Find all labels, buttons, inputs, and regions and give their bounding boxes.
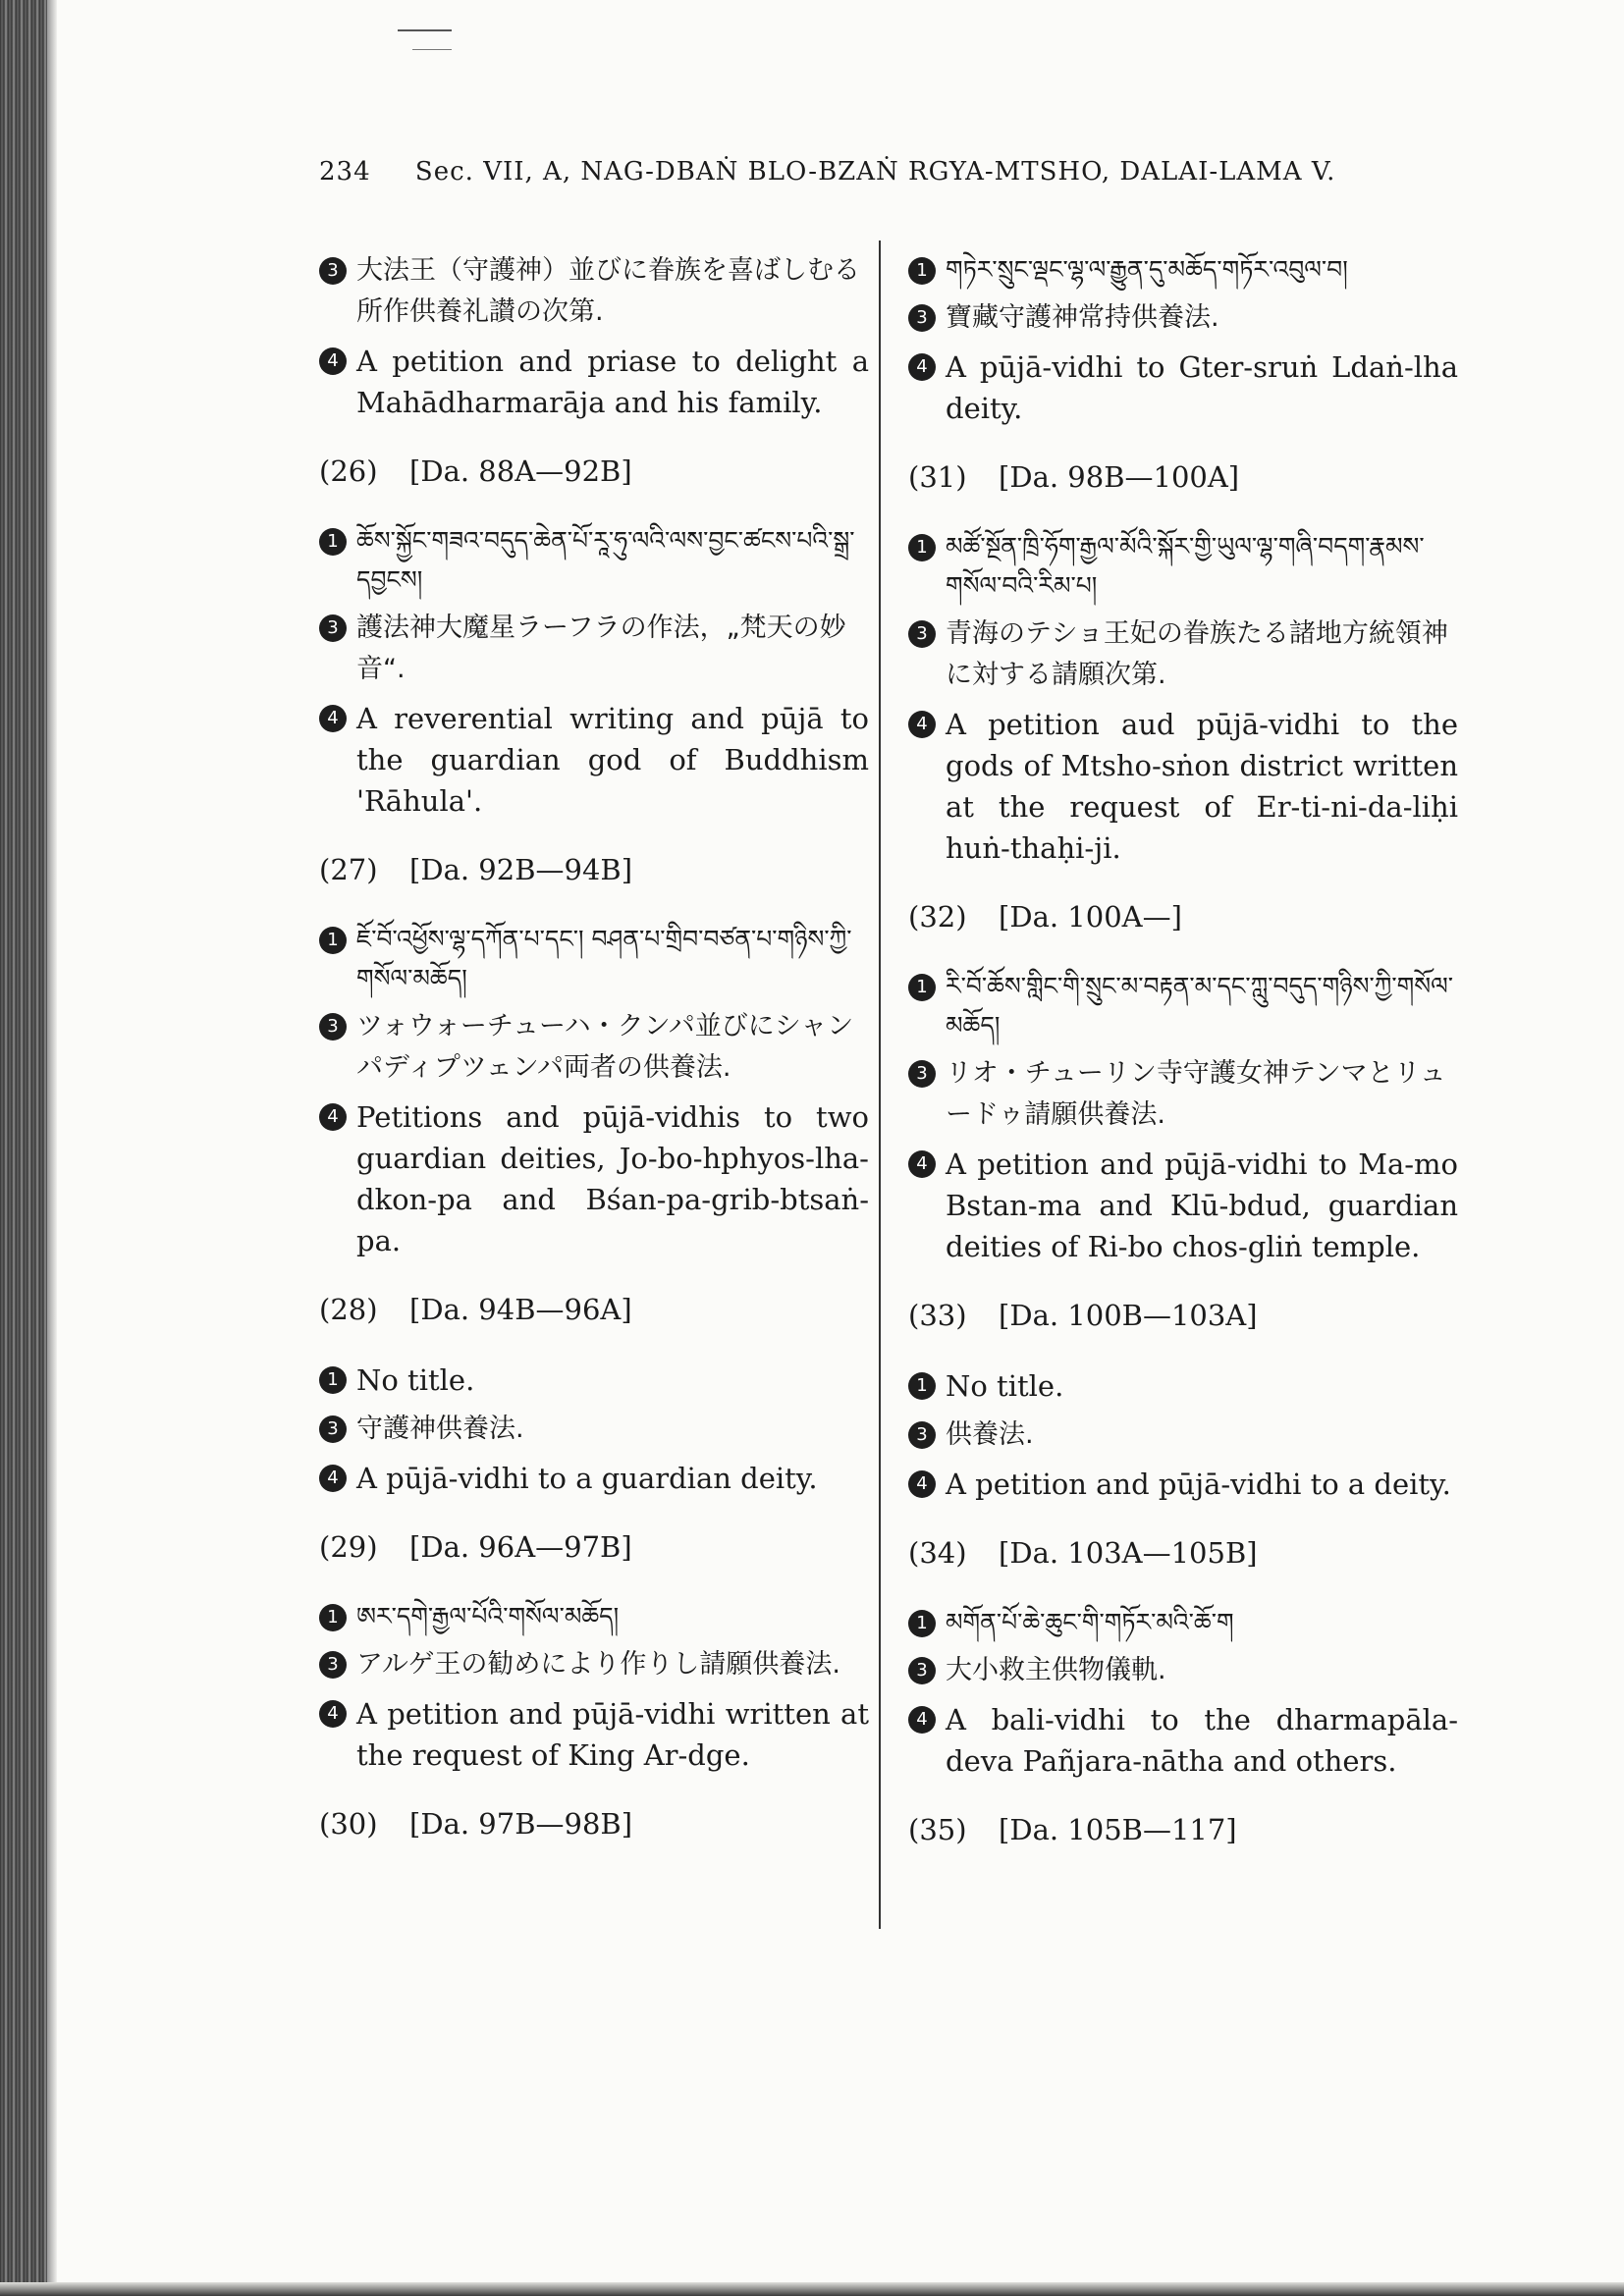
circled-marker: 1 <box>319 927 347 954</box>
catalog-line <box>908 1603 1458 1642</box>
entry-number: (26) <box>319 454 378 488</box>
circled-marker: 1 <box>908 534 936 561</box>
scan-bottom-edge <box>0 2282 1624 2296</box>
catalog-line <box>319 521 869 600</box>
catalog-line <box>908 967 1458 1045</box>
circled-marker: 1 <box>908 1610 936 1637</box>
entry-number: (32) <box>908 900 967 934</box>
entry-number: (27) <box>319 853 378 886</box>
entry-number: (30) <box>319 1807 378 1841</box>
folio-range: [Da. 100A—] <box>999 900 1182 934</box>
tibetan-title: ཆོས་སྐྱོང་གཟའ་བདུད་ཆེན་པོ་རཱ་ཧུ་ལའི་ལས་བྱང་ཚངས་པའི་སྒྲ་དབྱངས། <box>356 526 855 594</box>
folio-range: [Da. 96A—97B] <box>409 1530 632 1564</box>
catalog-reference <box>319 1803 869 1844</box>
circled-marker: 4 <box>319 1103 347 1131</box>
catalog-line <box>908 1415 1458 1456</box>
scan-mark-2 <box>412 49 452 50</box>
catalog-line <box>319 920 869 998</box>
folio-range: [Da. 98B—100A] <box>999 460 1240 494</box>
catalog-line <box>319 1409 869 1450</box>
entry-number: (35) <box>908 1813 967 1846</box>
catalog-line <box>319 1693 869 1776</box>
circled-marker: 4 <box>908 353 936 381</box>
folio-range: [Da. 92B—94B] <box>409 853 633 886</box>
catalog-line <box>319 698 869 822</box>
tibetan-title: མཚོ་སྔོན་ཁྲི་ཧོག་རྒྱལ་མོའི་སྐོར་གྱི་ཡུལ་ལྷ་གཞི་བདག་རྣམས་གསོལ་བའི་རིམ་པ། <box>946 532 1425 600</box>
folio-range: [Da. 103A—105B] <box>999 1536 1258 1570</box>
catalog-line <box>319 1597 869 1636</box>
circled-marker: 4 <box>319 1465 347 1492</box>
spine-gradient <box>47 0 57 2296</box>
column-divider <box>879 240 881 1929</box>
catalog-reference <box>908 456 1458 498</box>
catalog-line <box>908 1464 1458 1505</box>
folio-range: [Da. 94B—96A] <box>409 1293 632 1326</box>
circled-marker: 1 <box>319 1366 347 1394</box>
circled-marker: 3 <box>908 620 936 648</box>
folio-range: [Da. 105B—117] <box>999 1813 1237 1846</box>
tibetan-title: ཨར་དགེ་རྒྱལ་པོའི་གསོལ་མཆོད། <box>356 1602 620 1630</box>
folio-range: [Da. 100B—103A] <box>999 1299 1258 1332</box>
japanese-title: 供養法. <box>946 1419 1034 1450</box>
catalog-reference <box>908 1295 1458 1336</box>
circled-marker: 3 <box>319 614 347 642</box>
entry-number: (29) <box>319 1530 378 1564</box>
right-column <box>908 250 1458 1880</box>
catalog-reference <box>908 1532 1458 1574</box>
catalog-line <box>908 297 1458 339</box>
english-title: A petition and pūjā-vidhi to Ma-mo Bstan-ma and Klū-bdud, guardian deities of Ri-bo chos-gliṅ temple. <box>946 1148 1458 1263</box>
catalog-line <box>319 1006 869 1089</box>
circled-marker: 3 <box>908 304 936 332</box>
catalog-line <box>319 1644 869 1685</box>
circled-marker: 1 <box>908 1372 936 1400</box>
catalog-line <box>908 347 1458 429</box>
circled-marker: 3 <box>319 1415 347 1443</box>
catalog-reference <box>319 451 869 492</box>
english-title: No title. <box>946 1369 1064 1403</box>
entry-number: (33) <box>908 1299 967 1332</box>
japanese-title: アルゲ王の勧めにより作りし請願供養法. <box>356 1649 840 1680</box>
folio-range: [Da. 97B—98B] <box>409 1807 633 1841</box>
page-number: 234 <box>319 157 371 187</box>
catalog-reference <box>319 1289 869 1330</box>
english-title: A pūjā-vidhi to a guardian deity. <box>356 1462 818 1495</box>
circled-marker: 4 <box>908 1470 936 1498</box>
circled-marker: 4 <box>319 1700 347 1728</box>
english-title: A petition aud pūjā-vidhi to the gods of Mtsho-sṅon district written at the request of Er-ti-ni-da-liḥi huṅ-thaḥi-ji. <box>946 708 1458 865</box>
english-title: Petitions and pūjā-vidhis to two guardian deities, Jo-bo-hphyos-lha-dkon-pa and Bśan-pa-grib-btsaṅ-pa. <box>356 1100 869 1257</box>
english-title: A petition and pūjā-vidhi to a deity. <box>946 1468 1451 1501</box>
circled-marker: 1 <box>908 974 936 1001</box>
circled-marker: 3 <box>908 1421 936 1449</box>
circled-marker: 3 <box>319 257 347 285</box>
japanese-title: 大小救主供物儀軌. <box>946 1655 1166 1685</box>
catalog-line <box>908 527 1458 606</box>
tibetan-title: ཇོ་བོ་འཕྱོས་ལྷ་དཀོན་པ་དང་། བཤན་པ་གྲིབ་བཙན་པ་གཉིས་ཀྱི་གསོལ་མཆོད། <box>356 925 852 992</box>
catalog-reference <box>319 849 869 890</box>
running-title: Sec. VII, A, NAG-DBAṄ BLO-BZAṄ RGYA-MTSHO, DALAI-LAMA V. <box>414 157 1336 187</box>
circled-marker: 3 <box>908 1657 936 1684</box>
circled-marker: 3 <box>908 1060 936 1088</box>
japanese-title: 守護神供養法. <box>356 1414 524 1444</box>
english-title: A petition and pūjā-vidhi written at the request of King Ar-dge. <box>356 1697 869 1772</box>
japanese-title: リオ・チューリン寺守護女神テンマとリュードゥ請願供養法. <box>946 1058 1446 1130</box>
entry-number: (31) <box>908 460 967 494</box>
english-title: A reverential writing and pūjā to the guardian god of Buddhism 'Rāhula'. <box>356 702 869 818</box>
circled-marker: 3 <box>319 1651 347 1679</box>
tibetan-title: རི་བོ་ཆོས་གླིང་གི་སྲུང་མ་བརྟན་མ་དང་ཀླུ་བདུད་གཉིས་ཀྱི་གསོལ་མཆོད། <box>946 972 1454 1040</box>
catalog-line <box>908 1365 1458 1407</box>
catalog-line <box>319 1360 869 1401</box>
circled-marker: 4 <box>319 347 347 375</box>
catalog-reference <box>908 1809 1458 1850</box>
english-title: A petition and priase to delight a Mahādharmarāja and his family. <box>356 345 869 419</box>
catalog-line <box>908 250 1458 290</box>
page-header <box>319 157 1399 187</box>
english-title: A bali-vidhi to the dharmapāla-deva Pañjara-nātha and others. <box>946 1703 1458 1778</box>
catalog-line <box>908 1053 1458 1136</box>
circled-marker: 4 <box>319 705 347 732</box>
catalog-line <box>319 608 869 690</box>
catalog-line <box>319 341 869 423</box>
catalog-reference <box>319 1526 869 1568</box>
left-column <box>319 250 869 1874</box>
entry-number: (28) <box>319 1293 378 1326</box>
catalog-line <box>908 614 1458 696</box>
circled-marker: 1 <box>319 528 347 556</box>
folio-range: [Da. 88A—92B] <box>409 454 632 488</box>
japanese-title: 大法王（守護神）並びに眷族を喜ばしむる所作供養礼讃の次第. <box>356 255 860 327</box>
book-spine-shadow <box>0 0 47 2296</box>
circled-marker: 1 <box>319 1604 347 1631</box>
tibetan-title: མགོན་པོ་ཆེ་ཆུང་གི་གཏོར་མའི་ཆོ་ག <box>946 1608 1234 1636</box>
catalog-line <box>908 704 1458 869</box>
circled-marker: 3 <box>319 1013 347 1041</box>
entry-number: (34) <box>908 1536 967 1570</box>
circled-marker: 4 <box>908 711 936 738</box>
catalog-line <box>908 1650 1458 1691</box>
catalog-line <box>908 1699 1458 1782</box>
catalog-reference <box>908 896 1458 937</box>
circled-marker: 1 <box>908 257 936 285</box>
scan-mark <box>398 29 452 31</box>
circled-marker: 4 <box>908 1706 936 1734</box>
catalog-line <box>319 250 869 333</box>
english-title: No title. <box>356 1363 475 1397</box>
tibetan-title: གཏེར་སྲུང་ལྡང་ལྷ་ལ་རྒྱུན་དུ་མཆོད་གཏོར་འབུལ་བ། <box>946 255 1348 284</box>
catalog-line <box>319 1096 869 1261</box>
catalog-line <box>319 1458 869 1499</box>
japanese-title: 寶藏守護神常持供養法. <box>946 302 1219 333</box>
english-title: A pūjā-vidhi to Gter-sruṅ Ldaṅ-lha deity. <box>946 350 1458 425</box>
japanese-title: 青海のテショ王妃の眷族たる諸地方統領神に対する請願次第. <box>946 618 1448 690</box>
japanese-title: 護法神大魔星ラーフラの作法，„梵天の妙音“. <box>356 613 846 684</box>
japanese-title: ツォウォーチューハ・クンパ並びにシャンパディプツェンパ両者の供養法. <box>356 1011 854 1083</box>
circled-marker: 4 <box>908 1150 936 1178</box>
catalog-line <box>908 1144 1458 1267</box>
